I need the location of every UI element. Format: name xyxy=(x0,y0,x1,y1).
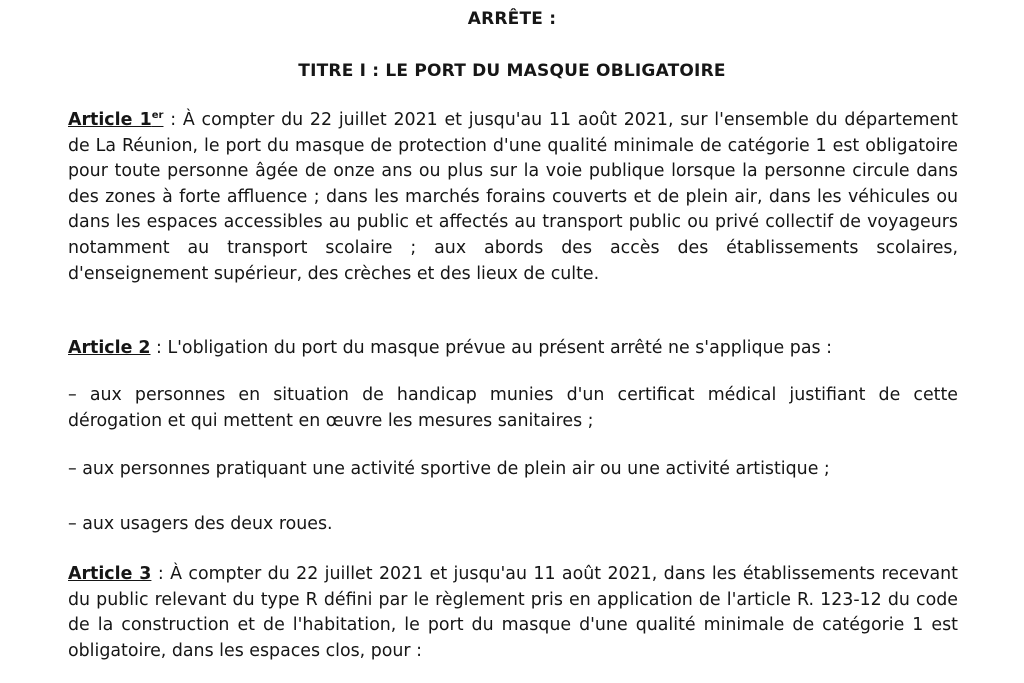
exception-item-sport: – aux personnes pratiquant une activité sportive de plein air ou une activité artistique ; xyxy=(68,459,830,479)
exception-item-handicap: – aux personnes en situation de handicap munies d'un certificat médical justifiant de cette dérogation et qui mettent en œuvre les mesures sanitaires ; xyxy=(68,385,958,431)
title-heading: TITRE I : LE PORT DU MASQUE OBLIGATOIRE xyxy=(298,61,726,81)
exception-item-two-wheels: – aux usagers des deux roues. xyxy=(68,514,333,534)
decree-heading: ARRÊTE : xyxy=(467,9,557,29)
article-1-label: Article 1er xyxy=(68,110,164,130)
article-2-separator: : xyxy=(150,338,168,358)
article-1-text: À compter du 22 juillet 2021 et jusqu'au 11 août 2021, sur l'ensemble du département de La Réunion, le port du masque de protection d'une qualité minimale de catégorie 1 est obligatoire pour toute personne âgée de onze ans ou plus sur la voie publique lorsque la personne circule dans des zones à forte affluence ; dans les marchés forains couverts et de plein air, dans les véhicules ou dans les espaces accessibles au public et affectés au transport public ou privé collectif de voyageurs notamment au transport scolaire ; aux abords des accès des établissements scolaires, d'enseignement supérieur, des crèches et des lieux de culte. xyxy=(68,110,958,284)
article-2 xyxy=(68,336,958,362)
article-2-label: Article 2 xyxy=(68,338,151,358)
article-1-separator: : xyxy=(163,110,183,130)
article-1 xyxy=(68,108,958,287)
article-2-text: L'obligation du port du masque prévue au présent arrêté ne s'applique pas : xyxy=(167,338,832,358)
article-3-text: À compter du 22 juillet 2021 et jusqu'au 11 août 2021, dans les établissements recevant du public relevant du type R défini par le règlement pris en application de l'article R. 123-12 du code de la construction et de l'habitation, le port du masque d'une qualité minimale de catégorie 1 est obligatoire, dans les espaces clos, pour : xyxy=(68,564,959,661)
article-3 xyxy=(68,562,958,664)
article-3-label: Article 3 xyxy=(68,564,152,584)
article-1-label-sup: er xyxy=(151,110,164,122)
article-3-separator: : xyxy=(151,564,171,584)
